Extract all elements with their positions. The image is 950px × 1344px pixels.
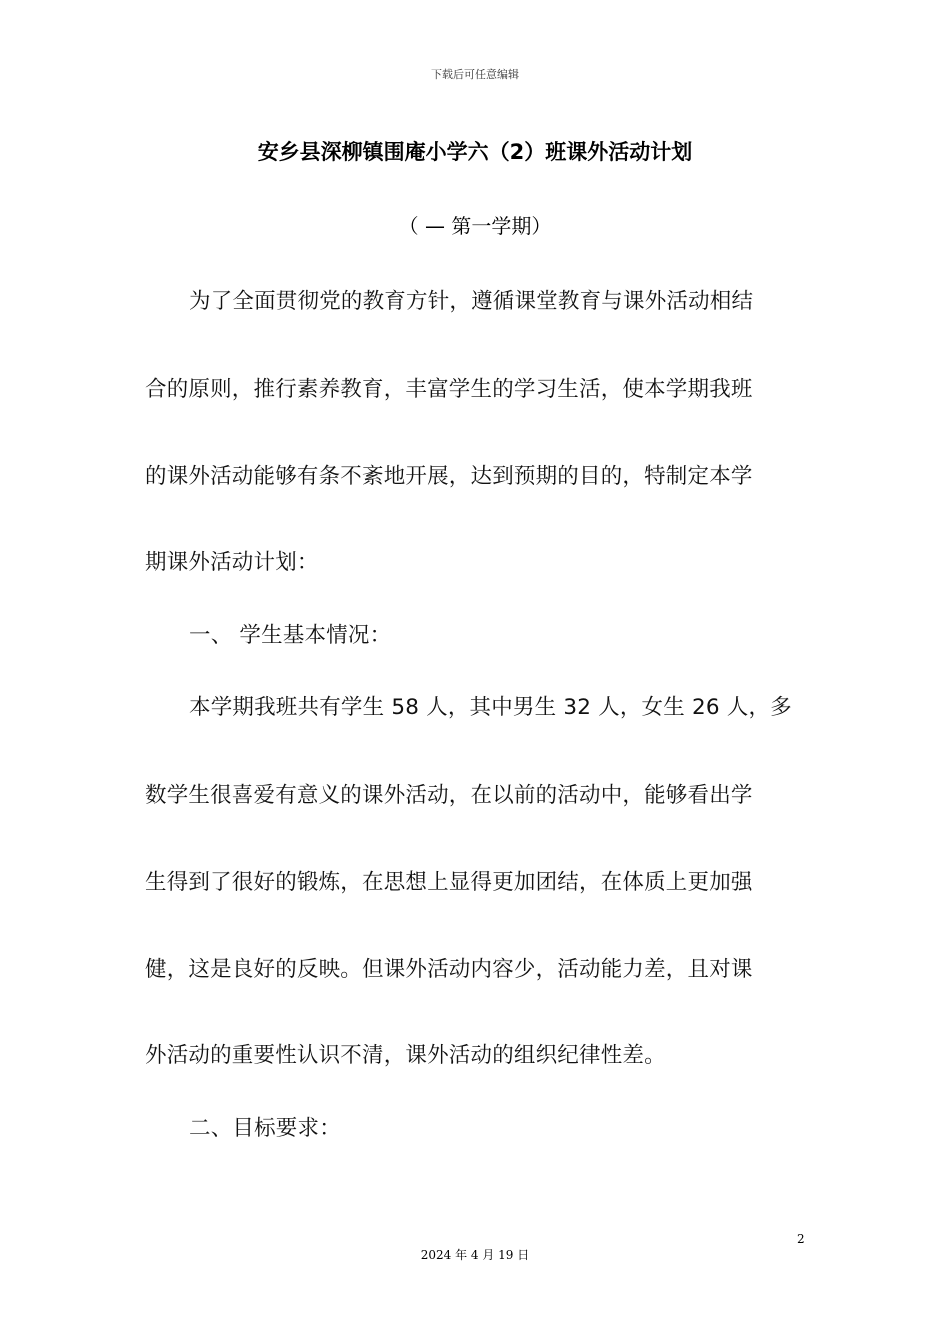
paragraph-line: 为了全面贯彻党的教育方针，遵循课堂教育与课外活动相结 — [189, 289, 754, 314]
section-heading: 一、 学生基本情况： — [189, 623, 392, 648]
document-title: 安乡县深柳镇围庵小学六（2）班课外活动计划 — [257, 140, 693, 164]
footer-date: 2024 年 4 月 19 日 — [420, 1248, 530, 1262]
paragraph-line: 的课外活动能够有条不紊地开展，达到预期的目的，特制定本学 — [145, 464, 753, 489]
paragraph-line: 外活动的重要性认识不清，课外活动的组织纪律性差。 — [145, 1043, 666, 1068]
header-note: 下载后可任意编辑 — [431, 68, 519, 81]
paragraph-line: 本学期我班共有学生 58 人，其中男生 32 人，女生 26 人，多 — [189, 695, 792, 720]
paragraph-line: 合的原则，推行素养教育，丰富学生的学习生活，使本学期我班 — [145, 377, 753, 402]
paragraph-line: 生得到了很好的锻炼，在思想上显得更加团结，在体质上更加强 — [145, 870, 753, 895]
paragraph-line: 健，这是良好的反映。但课外活动内容少，活动能力差，且对课 — [145, 957, 753, 982]
paragraph-line: 数学生很喜爱有意义的课外活动，在以前的活动中，能够看出学 — [145, 783, 753, 808]
document-subtitle: （ — 第一学期） — [398, 214, 552, 238]
paragraph-line: 期课外活动计划： — [145, 550, 319, 575]
section-heading: 二、目标要求： — [189, 1116, 341, 1141]
page-number: 2 — [797, 1232, 805, 1246]
